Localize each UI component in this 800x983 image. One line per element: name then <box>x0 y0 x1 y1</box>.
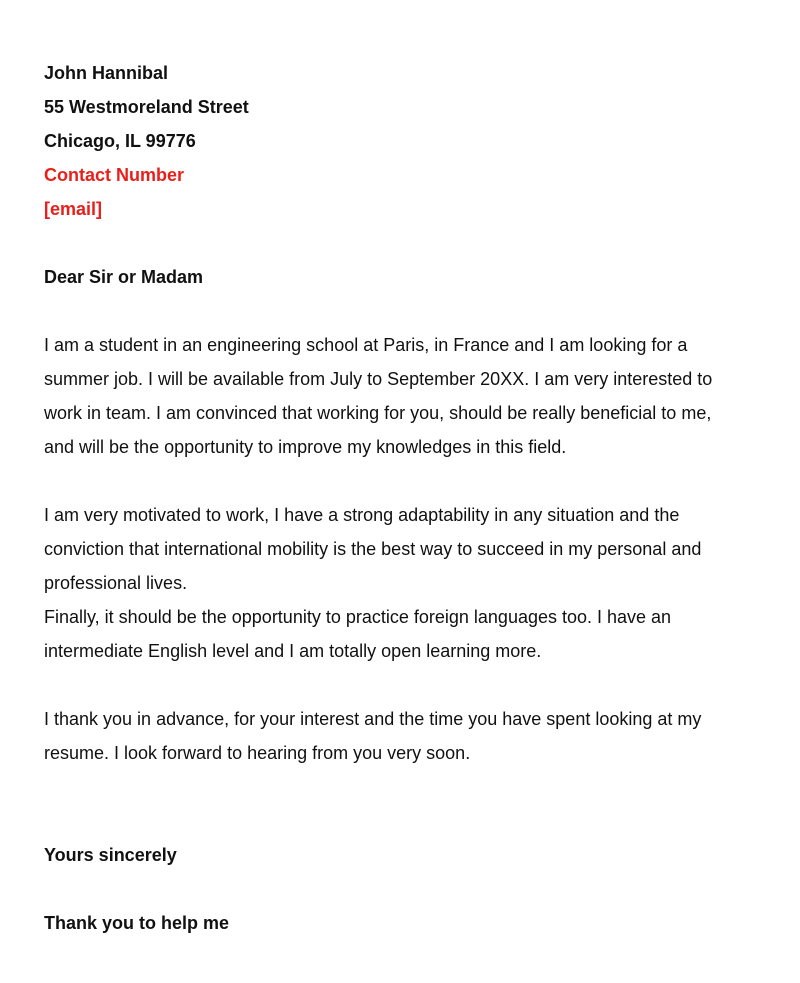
spacer <box>44 294 774 328</box>
letter-document <box>44 56 774 940</box>
body-paragraph-3: I thank you in advance, for your interest and the time you have spent looking at my resume. I look forward to hearing from you very soon. <box>44 709 702 763</box>
sender-block <box>44 56 774 226</box>
body-paragraph-2: I am very motivated to work, I have a strong adaptability in any situation and the conviction that international mobility is the best way to succeed in my personal and professional lives. Finally, it should be the opportunity to practice foreign languages too. I have an intermediate English level and I am totally open learning more. <box>44 505 702 661</box>
spacer <box>44 668 774 702</box>
closing: Yours sincerely <box>44 845 177 865</box>
sender-contact-number-placeholder: Contact Number <box>44 165 185 185</box>
body-paragraph-1: I am a student in an engineering school at Paris, in France and I am looking for a summer job. I will be available from July to September 20XX. I am very interested to work in team. I am convinced that working for you, should be really beneficial to me, and will be the opportunity to improve my knowledges in this field. <box>44 335 713 457</box>
salutation: Dear Sir or Madam <box>44 267 204 287</box>
sender-street: 55 Westmoreland Street <box>44 97 249 117</box>
sender-name: John Hannibal <box>44 63 169 83</box>
signature-line: Thank you to help me <box>44 913 230 933</box>
spacer <box>44 872 774 906</box>
spacer <box>44 464 774 498</box>
sender-city-state-zip: Chicago, IL 99776 <box>44 131 196 151</box>
sender-email-placeholder: [email] <box>44 199 103 219</box>
spacer <box>44 770 774 838</box>
spacer <box>44 226 774 260</box>
